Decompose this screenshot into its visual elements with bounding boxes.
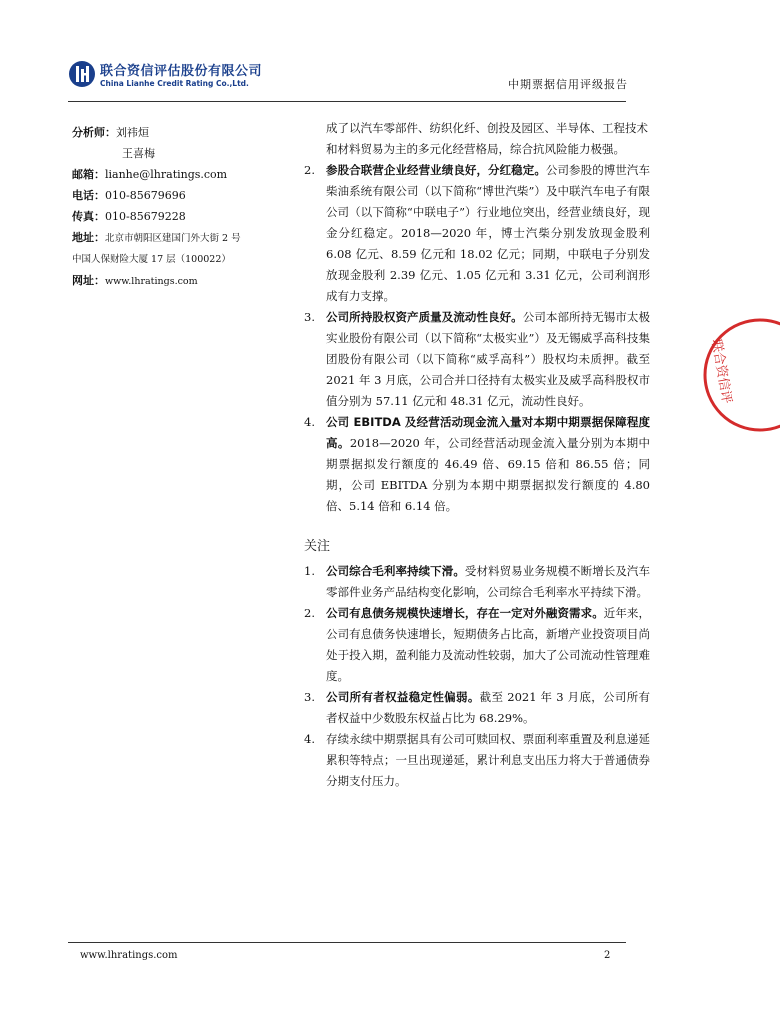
item-body: 受材料贸易业务规模不断增长及汽车零部件业务产品结构变化影响，公司综合毛利率水平持续下滑。 — [326, 564, 650, 599]
company-name-en: China Lianhe Credit Rating Co.,Ltd. — [100, 79, 249, 88]
analyst-name-2: 王喜梅 — [122, 147, 155, 160]
website-row — [72, 270, 292, 292]
concern-item — [304, 729, 650, 792]
item-body: 2018—2020 年，公司经营活动现金流入量分别为本期中期票据拟发行额度的 46.49 倍、69.15 倍和 86.55 倍；同期，公司 EBITDA 分别为本期中期票据拟发行额度的 4.80 倍、5.14 倍和 6.14 倍。 — [326, 436, 651, 513]
address-label: 地址： — [72, 231, 105, 244]
item-heading: 公司综合毛利率持续下滑。 — [326, 564, 465, 578]
concern-item — [304, 561, 650, 603]
advantage-item — [304, 160, 650, 307]
analyst-label: 分析师： — [72, 126, 116, 139]
concern-item — [304, 603, 650, 687]
concern-item — [304, 687, 650, 729]
item-number: 2. — [304, 606, 315, 620]
item-heading: 公司所持股权资产质量及流动性良好。 — [326, 310, 523, 324]
fax-value: 010-85679228 — [105, 210, 186, 223]
seal-text: 联合资信评 — [708, 338, 735, 405]
header-divider — [68, 101, 626, 102]
item-heading: 公司 EBITDA 及经营活动现金流入量对本期中期票据保障程度高。 — [326, 415, 650, 450]
company-logo-icon — [68, 60, 96, 88]
advantage-continued-text: 成了以汽车零部件、纺织化纤、创投及园区、半导体、工程技术和材料贸易为主的多元化经营格局，综合抗风险能力极强。 — [326, 121, 648, 156]
email-value: lianhe@lhratings.com — [105, 168, 228, 181]
company-seal-icon — [700, 300, 780, 450]
address-line-1: 北京市朝阳区建国门外大街 2 号 — [105, 233, 241, 244]
item-number: 4. — [304, 732, 315, 746]
item-number: 1. — [304, 564, 315, 578]
fax-row — [72, 206, 292, 227]
item-heading: 公司有息债务规模快速增长，存在一定对外融资需求。 — [326, 606, 604, 620]
phone-value: 010-85679696 — [105, 189, 186, 202]
address-row — [72, 227, 292, 249]
item-body: 近年来，公司有息债务快速增长，短期债务占比高，新增产业投资项目尚处于投入期，盈利能力及流动性较弱，加大了公司流动性管理难度。 — [326, 606, 651, 683]
item-body: 公司本部所持无锡市太极实业股份有限公司（以下简称“太极实业”）及无锡威孚高科技集团股份有限公司（以下简称“威孚高科”）股权均未质押。截至 2021 年 3 月底，公司合并口径持有太极实业及威孚高科股权市值分别为 57.11 亿元和 48.31 亿元，流动性良好。 — [326, 310, 651, 408]
analyst-row — [72, 122, 292, 143]
phone-row — [72, 185, 292, 206]
analyst-name-1: 刘祎烜 — [116, 126, 149, 139]
item-heading: 公司所有者权益稳定性偏弱。 — [326, 690, 480, 704]
item-body: 截至 2021 年 3 月底，公司所有者权益中少数股东权益占比为 68.29%。 — [326, 690, 650, 725]
address-line-2: 中国人保财险大厦 17 层（100022） — [72, 254, 231, 265]
advantage-item — [304, 307, 650, 412]
item-body: 公司参股的博世汽车柴油系统有限公司（以下简称“博世汽柴”）及中联汽车电子有限公司（以下简称“中联电子”）行业地位突出，经营业绩良好，现金分红稳定。2018—2020 年，博士汽柴分别发放现金股利 6.08 亿元、8.59 亿元和 18.02 亿元；同期，中联电子分别发放现金股利 2.39 亿元、1.05 亿元和 3.31 亿元，公司利润形成有力支撑。 — [326, 163, 650, 303]
page-header — [68, 58, 628, 98]
fax-label: 传真： — [72, 210, 105, 223]
contact-block — [72, 122, 292, 292]
page-number: 2 — [604, 950, 611, 961]
email-row — [72, 164, 292, 185]
item-number: 4. — [304, 415, 315, 429]
report-title: 中期票据信用评级报告 — [508, 78, 628, 91]
item-number: 3. — [304, 690, 315, 704]
email-label: 邮箱： — [72, 168, 105, 181]
advantage-item — [304, 412, 650, 517]
footer-website: www.lhratings.com — [80, 950, 178, 961]
website-value: www.lhratings.com — [105, 276, 198, 287]
concerns-title: 关注 — [304, 539, 331, 554]
footer-divider — [68, 942, 626, 943]
phone-label: 电话： — [72, 189, 105, 202]
item-heading: 参股合联营企业经营业绩良好，分红稳定。 — [326, 163, 546, 177]
rating-text-column — [304, 118, 650, 792]
company-name-cn: 联合资信评估股份有限公司 — [100, 64, 263, 79]
item-number: 3. — [304, 310, 315, 324]
item-number: 2. — [304, 163, 315, 177]
item-body: 存续永续中期票据具有公司可赎回权、票面利率重置及利息递延累积等特点；一旦出现递延，累计利息支出压力将大于普通债券分期支付压力。 — [326, 732, 650, 788]
website-label: 网址： — [72, 274, 105, 287]
